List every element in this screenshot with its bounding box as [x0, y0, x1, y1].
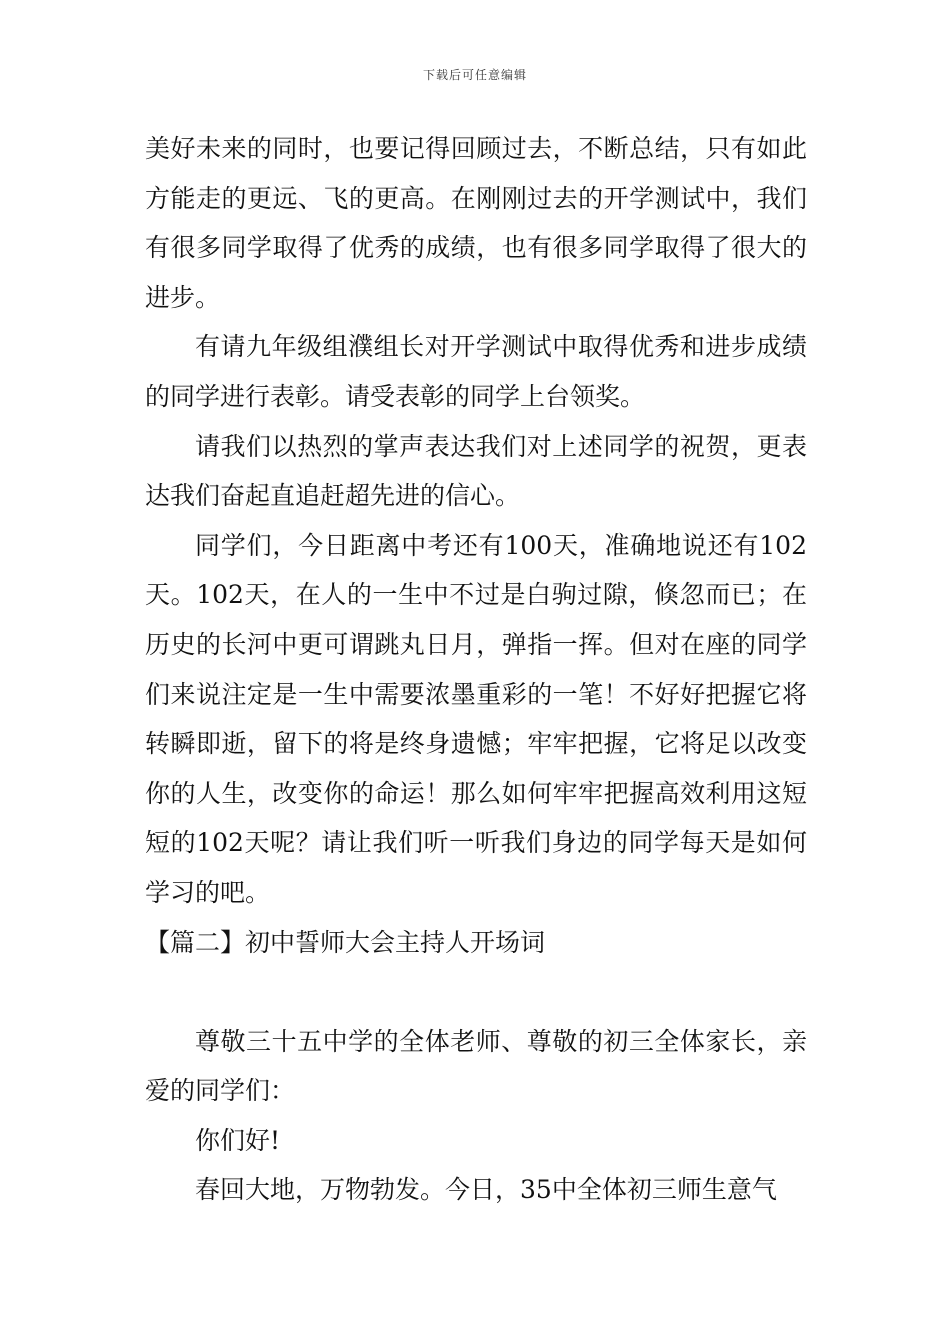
paragraph-greeting: 你们好! — [195, 1125, 281, 1155]
paragraph-salutation: 尊敬三十五中学的全体老师、尊敬的初三全体家长，亲爱的同学们： — [145, 1026, 807, 1106]
paragraph-opening: 春回大地，万物勃发。今日，35中全体初三师生意气 — [195, 1175, 777, 1205]
section-spacer — [145, 967, 807, 1017]
document-body — [145, 124, 807, 1215]
paragraph-applause: 请我们以热烈的掌声表达我们对上述同学的祝贺，更表达我们奋起直追赶超先进的信心。 — [145, 431, 807, 511]
paragraph-award-announcement: 有请九年级组濮组长对开学测试中取得优秀和进步成绩的同学进行表彰。请受表彰的同学上台领奖。 — [145, 332, 807, 411]
section-heading: 【篇二】初中誓师大会主持人开场词 — [145, 927, 546, 957]
paragraph-countdown: 同学们，今日距离中考还有100天，准确地说还有102天。102天，在人的一生中不过是白驹过隙，倏忽而已；在历史的长河中更可谓跳丸日月，弹指一挥。但对在座的同学们来说注定是一生中需要浓墨重彩的一笔！不好好把握它将转瞬即逝，留下的将是终身遗憾；牢牢把握，它将足以改变你的人生，改变你的命运！那么如何牢牢把握高效利用这短短的102天呢？请让我们听一听我们身边的同学每天是如何学习的吧。 — [145, 530, 807, 907]
paragraph-continuation: 美好未来的同时，也要记得回顾过去，不断总结，只有如此方能走的更远、飞的更高。在刚刚过去的开学测试中，我们有很多同学取得了优秀的成绩，也有很多同学取得了很大的进步。 — [145, 134, 807, 312]
page-header-note: 下载后可任意编辑 — [422, 68, 527, 82]
